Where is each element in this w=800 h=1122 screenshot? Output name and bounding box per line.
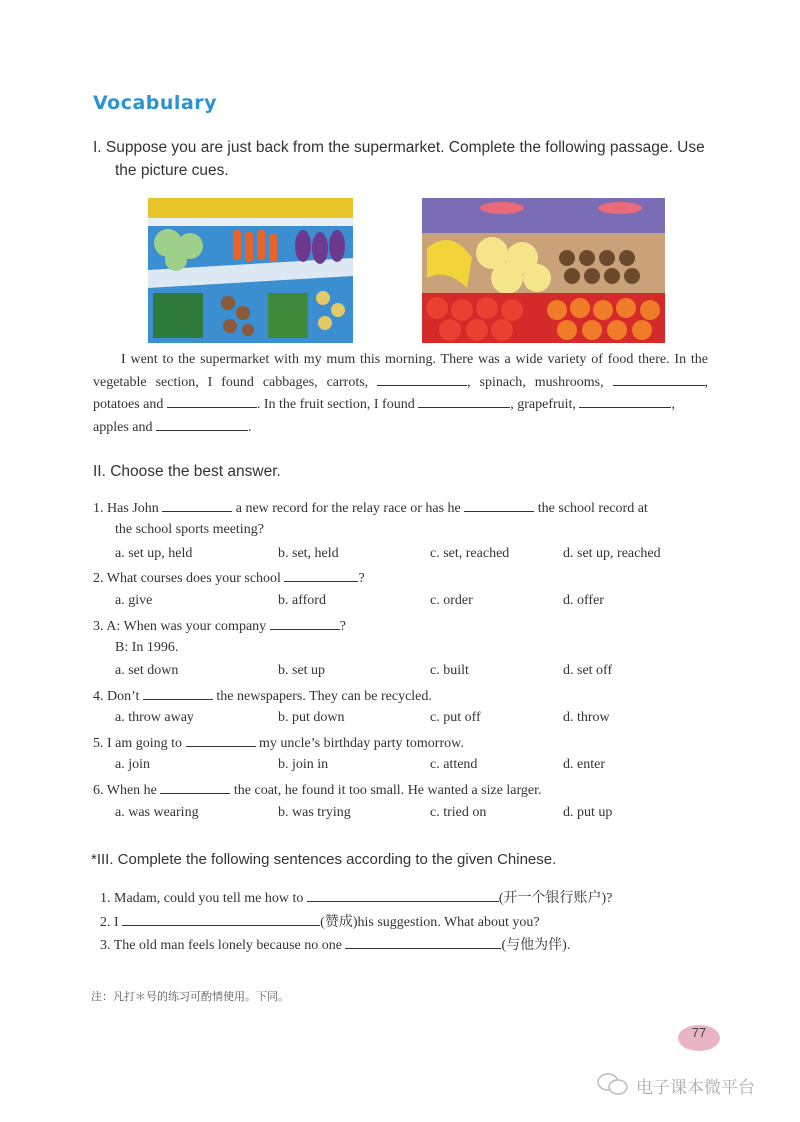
passage-text: I went to the supermarket with my mum this morning. There was a wide variety of food there. In the	[121, 352, 708, 367]
answer-blank[interactable]	[122, 913, 320, 926]
question-text: my uncle’s birthday party tomorrow.	[259, 736, 464, 751]
section-1-heading: I. Suppose you are just back from the supermarket. Complete the following passage. Use	[93, 139, 705, 156]
option-a[interactable]: a. join	[115, 757, 150, 772]
option-a[interactable]: a. was wearing	[115, 805, 199, 820]
answer-blank[interactable]	[186, 734, 256, 747]
option-d[interactable]: d. offer	[563, 593, 604, 608]
question-text: the coat, he found it too small. He wanted a size larger.	[233, 783, 542, 798]
option-d[interactable]: d. throw	[563, 710, 610, 725]
question-text: 1. Has John	[93, 501, 159, 516]
question-text: the newspapers. They can be recycled.	[216, 689, 432, 704]
option-d[interactable]: d. enter	[563, 757, 605, 772]
answer-blank[interactable]	[143, 687, 213, 700]
question-text: 2. What courses does your school	[93, 571, 281, 586]
passage-text: , grapefruit,	[510, 397, 576, 412]
option-b[interactable]: b. was trying	[278, 805, 351, 820]
option-b[interactable]: b. set up	[278, 663, 326, 678]
translation-item-3	[100, 934, 570, 954]
passage-text: apples and	[93, 419, 153, 435]
option-c[interactable]: c. tried on	[430, 805, 487, 820]
answer-blank[interactable]	[160, 781, 230, 794]
question-text: 4. Don’t	[93, 689, 140, 704]
answer-blank[interactable]	[464, 499, 534, 512]
passage-text: .	[247, 419, 252, 435]
option-c[interactable]: c. put off	[430, 710, 481, 725]
passage-text: , spinach, mushrooms,	[467, 374, 604, 390]
question-1	[93, 499, 648, 517]
section-2-heading: II. Choose the best answer.	[93, 463, 281, 480]
question-text: B: In 1996.	[115, 640, 179, 655]
option-d[interactable]: d. set up, reached	[563, 546, 661, 561]
passage-text: ,	[671, 397, 675, 412]
option-a[interactable]: a. give	[115, 593, 153, 608]
answer-blank[interactable]	[162, 499, 232, 512]
item-text: 3. The old man feels lonely because no one	[100, 938, 342, 953]
option-b[interactable]: b. put down	[278, 710, 345, 725]
answer-blank[interactable]	[579, 395, 671, 408]
question-6	[93, 781, 542, 799]
translation-item-1	[100, 887, 612, 907]
section-3-heading: *III. Complete the following sentences according to the given Chinese.	[91, 851, 557, 868]
answer-blank[interactable]	[377, 373, 467, 386]
section-title: Vocabulary	[93, 92, 218, 114]
answer-blank[interactable]	[418, 395, 510, 408]
question-text: 3. A: When was your company	[93, 619, 267, 634]
answer-blank[interactable]	[613, 373, 705, 386]
fruits-picture	[422, 198, 665, 343]
page-number: 77	[691, 1025, 707, 1040]
option-b[interactable]: b. join in	[278, 757, 329, 772]
wechat-icon	[596, 1072, 630, 1096]
question-4	[93, 687, 432, 705]
question-text: a new record for the relay race or has he	[235, 501, 461, 516]
item-text: (开一个银行账户)?	[498, 891, 613, 906]
option-b[interactable]: b. set, held	[278, 546, 339, 561]
answer-blank[interactable]	[167, 395, 257, 408]
option-a[interactable]: a. throw away	[115, 710, 194, 725]
question-text: the school sports meeting?	[115, 522, 264, 537]
answer-blank[interactable]	[156, 418, 248, 431]
answer-blank[interactable]	[284, 569, 358, 582]
question-2	[93, 569, 365, 587]
vegetables-picture	[148, 198, 353, 343]
section-1-heading-cont: the picture cues.	[115, 162, 229, 179]
option-c[interactable]: c. built	[430, 663, 469, 678]
passage-text: vegetable section, I found cabbages, carrots,	[93, 374, 369, 390]
answer-blank[interactable]	[345, 936, 501, 949]
question-text: 5. I am going to	[93, 736, 183, 751]
item-text: 1. Madam, could you tell me how to	[100, 891, 304, 906]
answer-blank[interactable]	[270, 617, 340, 630]
translation-item-2	[100, 911, 540, 931]
question-text: 6. When he	[93, 783, 157, 798]
question-text: ?	[358, 571, 365, 586]
question-text: ?	[339, 619, 346, 634]
option-a[interactable]: a. set up, held	[115, 546, 193, 561]
footnote: 注：凡打＊号的练习可酌情使用。下同。	[91, 991, 289, 1003]
question-text: the school record at	[537, 501, 648, 516]
passage-text: potatoes and	[93, 397, 164, 412]
option-d[interactable]: d. set off	[563, 663, 613, 678]
option-d[interactable]: d. put up	[563, 805, 613, 820]
option-c[interactable]: c. set, reached	[430, 546, 510, 561]
passage-text: ,	[704, 374, 709, 390]
question-3	[93, 617, 346, 635]
question-5	[93, 734, 464, 752]
option-b[interactable]: b. afford	[278, 593, 326, 608]
item-text: (赞成)his suggestion. What about you?	[320, 915, 540, 930]
option-a[interactable]: a. set down	[115, 663, 179, 678]
item-text: (与他为伴).	[501, 938, 571, 953]
option-c[interactable]: c. order	[430, 593, 473, 608]
watermark: 电子课本微平台	[636, 1078, 755, 1098]
option-c[interactable]: c. attend	[430, 757, 478, 772]
item-text: 2. I	[100, 915, 119, 930]
passage	[93, 349, 708, 439]
passage-text: . In the fruit section, I found	[256, 397, 415, 412]
answer-blank[interactable]	[307, 889, 499, 902]
